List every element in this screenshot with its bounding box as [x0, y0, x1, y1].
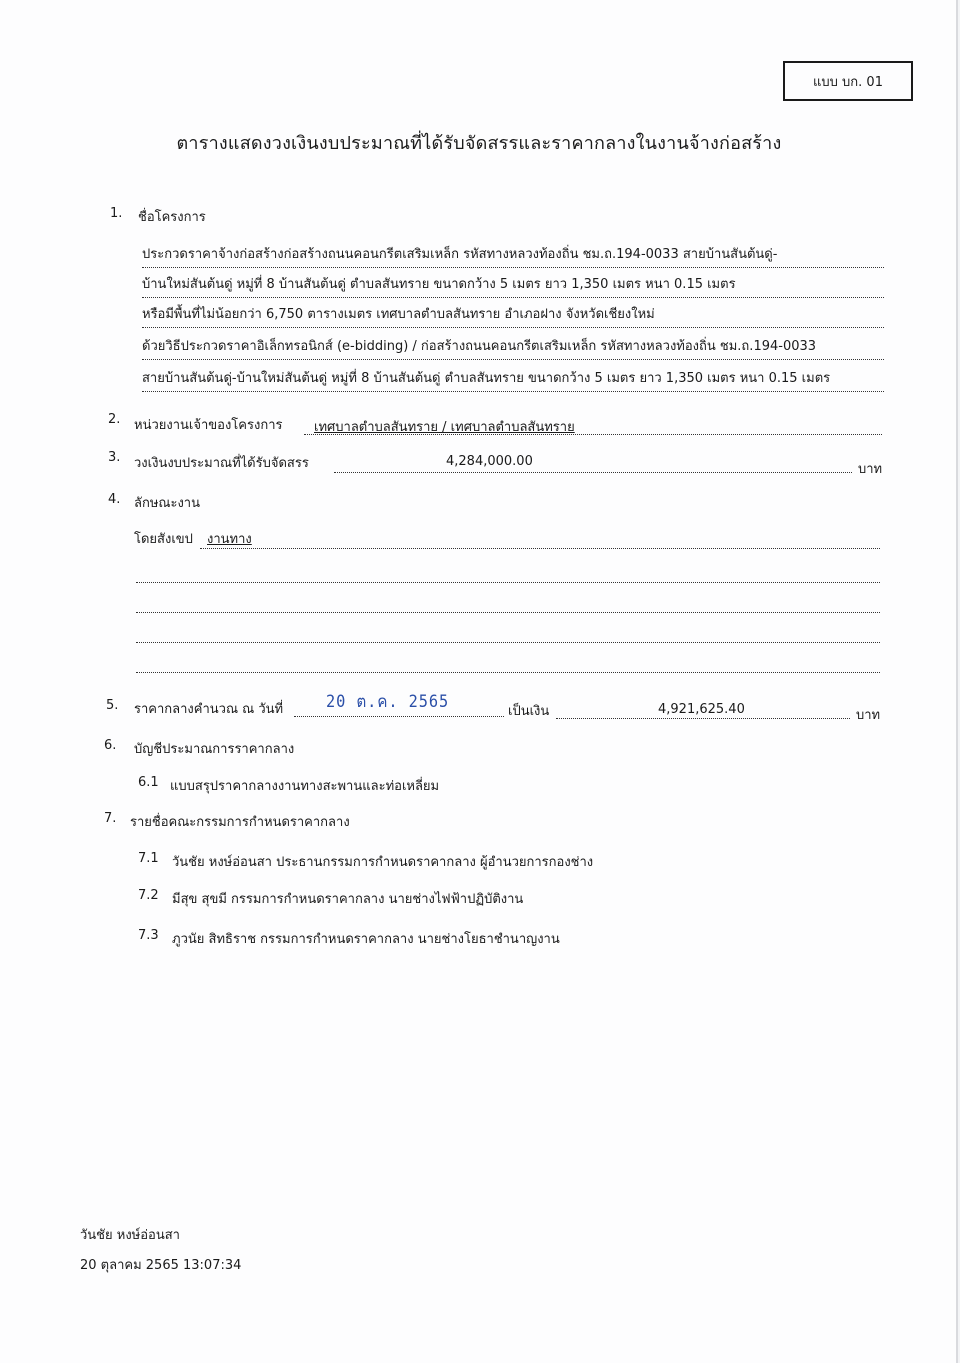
committee-item-number: 7.3: [138, 928, 159, 943]
document-title: ตารางแสดงวงเงินงบประมาณที่ได้รับจัดสรรและราคากลางในงานจ้างก่อสร้าง: [176, 133, 782, 154]
section2-label: หน่วยงานเจ้าของโครงการ: [134, 418, 283, 433]
median-price-unit: บาท: [856, 708, 881, 723]
section4-number: 4.: [108, 492, 121, 507]
calculation-date-stamp: 20 ต.ค. 2565: [326, 692, 450, 712]
section6-label: บัญชีประมาณการราคากลาง: [134, 742, 295, 757]
project-name-line-2: บ้านใหม่สันต้นดู่ หมู่ที่ 8 บ้านสันต้นดู่ ตำบลสันทราย ขนาดกว้าง 5 เมตร ยาว 1,350 เมตร หนา 0.15 เมตร: [142, 274, 884, 298]
committee-item-number: 7.2: [138, 888, 159, 903]
committee-item-text: ภูวนัย สิทธิราช กรรมการกำหนดราคากลาง นายช่างโยธาชำนาญงาน: [172, 932, 560, 947]
committee-item-number: 7.1: [138, 851, 159, 866]
footer-timestamp: 20 ตุลาคม 2565 13:07:34: [80, 1258, 242, 1273]
budget-amount: 4,284,000.00: [446, 454, 533, 469]
section3-label: วงเงินงบประมาณที่ได้รับจัดสรร: [134, 456, 309, 471]
section7-label: รายชื่อคณะกรรมการกำหนดราคากลาง: [130, 815, 350, 830]
section5-amount-label: เป็นเงิน: [508, 704, 550, 719]
section5-number: 5.: [106, 698, 119, 713]
budget-unit: บาท: [858, 462, 883, 477]
work-dotline-4: [136, 642, 880, 643]
section3-dotline: [334, 472, 852, 473]
section6-item-number: 6.1: [138, 775, 159, 790]
section5-label: ราคากลางคำนวณ ณ วันที่: [134, 702, 284, 717]
work-dotline-3: [136, 612, 880, 613]
section6-item-text: แบบสรุปราคากลางงานทางสะพานและท่อเหลี่ยม: [170, 779, 440, 794]
section2-number: 2.: [108, 412, 121, 427]
section5-date-dotline: [294, 716, 504, 717]
work-summary-label: โดยสังเขป: [134, 532, 193, 547]
project-name-line-5: สายบ้านสันต้นดู่-บ้านใหม่สันต้นดู่ หมู่ที่ 8 บ้านสันต้นดู่ ตำบลสันทราย ขนาดกว้าง 5 เมตร ยาว 1,350 เมตร หนา 0.15 เมตร: [142, 368, 884, 392]
form-code: แบบ บก. 01: [813, 74, 883, 90]
section7-number: 7.: [104, 811, 117, 826]
owner-agency: เทศบาลตำบลสันทราย / เทศบาลตำบลสันทราย: [314, 420, 575, 435]
section3-number: 3.: [108, 450, 121, 465]
project-name-line-4: ด้วยวิธีประกวดราคาอิเล็กทรอนิกส์ (e-bidding) / ก่อสร้างถนนคอนกรีตเสริมเหล็ก รหัสทางหลวงท้องถิ่น ชม.ถ.194-0033: [142, 336, 884, 360]
project-name-line-1: ประกวดราคาจ้างก่อสร้างก่อสร้างถนนคอนกรีตเสริมเหล็ก รหัสทางหลวงท้องถิ่น ชม.ถ.194-0033 สายบ้านสันต้นดู่-: [142, 244, 884, 268]
work-dotline-5: [136, 672, 880, 673]
footer-name: วันชัย หงษ์อ่อนสา: [80, 1228, 180, 1243]
section1-label: ชื่อโครงการ: [138, 210, 206, 225]
section1-number: 1.: [110, 206, 123, 221]
committee-item-text: วันชัย หงษ์อ่อนสา ประธานกรรมการกำหนดราคากลาง ผู้อำนวยการกองช่าง: [172, 855, 594, 870]
committee-item-text: มีสุข สุขมี กรรมการกำหนดราคากลาง นายช่างไฟฟ้าปฏิบัติงาน: [172, 892, 524, 907]
form-code-box: [783, 61, 913, 101]
median-price-amount: 4,921,625.40: [658, 702, 745, 717]
section5-amount-dotline: [556, 718, 850, 719]
work-dotline-2: [136, 582, 880, 583]
section6-number: 6.: [104, 738, 117, 753]
work-dotline-1: [200, 548, 880, 549]
project-name-line-3: หรือมีพื้นที่ไม่น้อยกว่า 6,750 ตารางเมตร เทศบาลตำบลสันทราย อำเภอฝาง จังหวัดเชียงใหม่: [142, 304, 884, 328]
work-summary-value: งานทาง: [207, 532, 252, 547]
section4-label: ลักษณะงาน: [134, 496, 200, 511]
